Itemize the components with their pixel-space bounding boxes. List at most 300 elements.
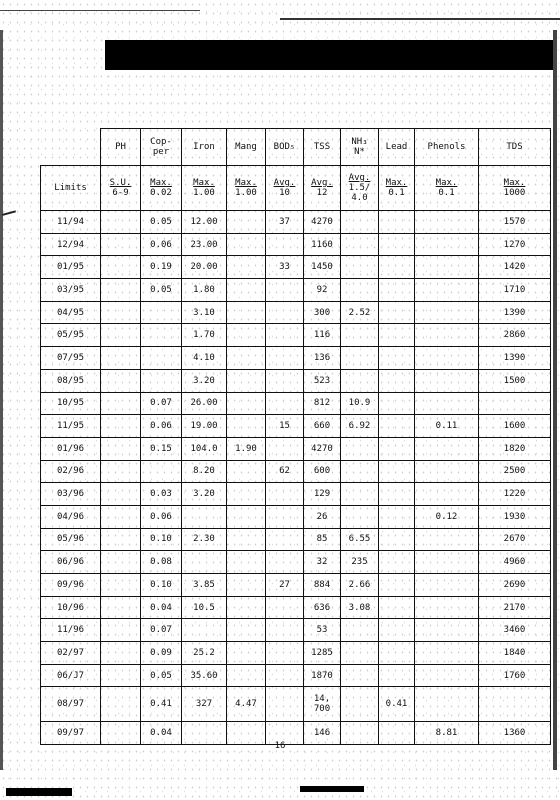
column-header: TSS: [304, 129, 341, 166]
value-cell: 19.00: [182, 415, 227, 438]
value-cell: 0.03: [141, 483, 182, 506]
value-cell: [266, 301, 304, 324]
table-row: [41, 664, 551, 687]
value-cell: 1710: [479, 279, 551, 302]
value-cell: [379, 415, 415, 438]
limit-type: Max.: [435, 178, 458, 188]
value-cell: 660: [304, 415, 341, 438]
value-cell: [101, 460, 141, 483]
limit-type: Avg.: [273, 178, 296, 188]
value-cell: 2500: [479, 460, 551, 483]
value-cell: [341, 279, 379, 302]
value-cell: 2170: [479, 596, 551, 619]
value-cell: 2.52: [341, 301, 379, 324]
value-cell: [341, 324, 379, 347]
value-cell: [415, 619, 479, 642]
date-cell: 10/95: [41, 392, 101, 415]
value-cell: [379, 664, 415, 687]
value-cell: [266, 392, 304, 415]
value-cell: [379, 483, 415, 506]
value-cell: [415, 687, 479, 722]
value-cell: [227, 301, 266, 324]
value-cell: [101, 211, 141, 234]
value-cell: 136: [304, 347, 341, 370]
value-cell: 1820: [479, 437, 551, 460]
table-row: [41, 347, 551, 370]
value-cell: [227, 460, 266, 483]
column-header: BOD₅: [266, 129, 304, 166]
value-cell: [141, 324, 182, 347]
value-cell: 1.80: [182, 279, 227, 302]
value-cell: [266, 619, 304, 642]
date-cell: 12/94: [41, 233, 101, 256]
value-cell: [101, 324, 141, 347]
value-cell: 116: [304, 324, 341, 347]
value-cell: 0.11: [415, 415, 479, 438]
value-cell: [415, 301, 479, 324]
value-cell: [415, 211, 479, 234]
date-cell: 06/96: [41, 551, 101, 574]
value-cell: [415, 233, 479, 256]
value-cell: [415, 642, 479, 665]
value-cell: [101, 369, 141, 392]
value-cell: 1870: [304, 664, 341, 687]
value-cell: 104.0: [182, 437, 227, 460]
value-cell: [379, 505, 415, 528]
date-cell: 03/96: [41, 483, 101, 506]
value-cell: [227, 528, 266, 551]
value-cell: [227, 347, 266, 370]
date-cell: 11/94: [41, 211, 101, 234]
value-cell: 3460: [479, 619, 551, 642]
value-cell: [101, 619, 141, 642]
value-cell: [479, 687, 551, 722]
value-cell: [379, 528, 415, 551]
value-cell: 33: [266, 256, 304, 279]
value-cell: 20.00: [182, 256, 227, 279]
value-cell: [379, 347, 415, 370]
value-cell: [101, 256, 141, 279]
value-cell: [266, 347, 304, 370]
value-cell: 636: [304, 596, 341, 619]
value-cell: [341, 687, 379, 722]
date-cell: 04/95: [41, 301, 101, 324]
value-cell: [266, 437, 304, 460]
limit-cell: Avg. 1.5/ 4.0: [341, 166, 379, 211]
table-row: [41, 301, 551, 324]
value-cell: [227, 619, 266, 642]
value-cell: [379, 279, 415, 302]
value-cell: 1930: [479, 505, 551, 528]
value-cell: 0.07: [141, 619, 182, 642]
value-cell: [101, 574, 141, 597]
value-cell: 3.85: [182, 574, 227, 597]
column-header: Cop- per: [141, 129, 182, 166]
value-cell: 0.06: [141, 415, 182, 438]
value-cell: [266, 551, 304, 574]
value-cell: [101, 392, 141, 415]
date-cell: 07/95: [41, 347, 101, 370]
value-cell: 15: [266, 415, 304, 438]
value-cell: [379, 256, 415, 279]
value-cell: 3.08: [341, 596, 379, 619]
date-cell: 09/97: [41, 722, 101, 745]
date-cell: 01/95: [41, 256, 101, 279]
value-cell: [341, 642, 379, 665]
value-cell: [227, 664, 266, 687]
value-cell: 4.47: [227, 687, 266, 722]
table-row: [41, 279, 551, 302]
value-cell: 35.60: [182, 664, 227, 687]
value-cell: [101, 528, 141, 551]
value-cell: [341, 483, 379, 506]
date-cell: 11/95: [41, 415, 101, 438]
value-cell: [227, 369, 266, 392]
value-cell: 4.10: [182, 347, 227, 370]
value-cell: [227, 211, 266, 234]
value-cell: [227, 642, 266, 665]
table-row: [41, 574, 551, 597]
value-cell: [415, 437, 479, 460]
value-cell: 4960: [479, 551, 551, 574]
date-cell: 02/96: [41, 460, 101, 483]
value-cell: [341, 347, 379, 370]
value-cell: 2860: [479, 324, 551, 347]
value-cell: 10.9: [341, 392, 379, 415]
value-cell: 146: [304, 722, 341, 745]
value-cell: [227, 505, 266, 528]
value-cell: [415, 596, 479, 619]
value-cell: 0.08: [141, 551, 182, 574]
column-header: TDS: [479, 129, 551, 166]
table-row: [41, 687, 551, 722]
value-cell: 1600: [479, 415, 551, 438]
monitoring-data-table: [40, 128, 551, 745]
value-cell: [101, 505, 141, 528]
column-header: Iron: [182, 129, 227, 166]
table-row: [41, 369, 551, 392]
value-cell: 0.07: [141, 392, 182, 415]
value-cell: 6.55: [341, 528, 379, 551]
table-row: [41, 505, 551, 528]
value-cell: 26.00: [182, 392, 227, 415]
value-cell: 0.15: [141, 437, 182, 460]
value-cell: 1220: [479, 483, 551, 506]
value-cell: 1390: [479, 347, 551, 370]
value-cell: [341, 619, 379, 642]
limit-cell: Max. 1.00: [227, 166, 266, 211]
value-cell: 32: [304, 551, 341, 574]
date-cell: 01/96: [41, 437, 101, 460]
limits-label: Limits: [41, 166, 101, 211]
value-cell: 8.81: [415, 722, 479, 745]
value-cell: [101, 301, 141, 324]
limit-cell: Avg. 10: [266, 166, 304, 211]
value-cell: 1270: [479, 233, 551, 256]
value-cell: [101, 233, 141, 256]
limit-cell: Max. 1000: [479, 166, 551, 211]
value-cell: [101, 483, 141, 506]
table-row: [41, 211, 551, 234]
table-row: [41, 415, 551, 438]
footer-bar-center: [300, 786, 364, 792]
value-cell: [227, 256, 266, 279]
table-row: [41, 392, 551, 415]
table-row: [41, 324, 551, 347]
value-cell: 0.05: [141, 211, 182, 234]
limit-type: Max.: [235, 178, 257, 188]
value-cell: [266, 596, 304, 619]
value-cell: [415, 392, 479, 415]
value-cell: [415, 256, 479, 279]
value-cell: [101, 642, 141, 665]
value-cell: [266, 369, 304, 392]
value-cell: 0.10: [141, 528, 182, 551]
left-margin-line: [0, 30, 3, 770]
value-cell: 4270: [304, 211, 341, 234]
limit-cell: Avg. 12: [304, 166, 341, 211]
value-cell: 37: [266, 211, 304, 234]
value-cell: 1450: [304, 256, 341, 279]
value-cell: 1.90: [227, 437, 266, 460]
value-cell: [227, 551, 266, 574]
table-row: [41, 460, 551, 483]
column-header: Lead: [379, 129, 415, 166]
value-cell: 2.30: [182, 528, 227, 551]
value-cell: [101, 279, 141, 302]
limit-cell: Max. 0.1: [379, 166, 415, 211]
value-cell: 1.70: [182, 324, 227, 347]
limit-type: Max.: [385, 178, 408, 188]
value-cell: [341, 256, 379, 279]
value-cell: [415, 483, 479, 506]
limit-type: Max.: [193, 178, 215, 188]
date-cell: 04/96: [41, 505, 101, 528]
footer-bar-left: [6, 788, 72, 796]
value-cell: [341, 460, 379, 483]
value-cell: [379, 211, 415, 234]
value-cell: [266, 687, 304, 722]
top-rule-right: [280, 18, 560, 20]
value-cell: [141, 460, 182, 483]
value-cell: 1285: [304, 642, 341, 665]
value-cell: [227, 483, 266, 506]
value-cell: 3.20: [182, 483, 227, 506]
value-cell: [266, 642, 304, 665]
value-cell: [227, 233, 266, 256]
value-cell: [266, 324, 304, 347]
value-cell: [379, 460, 415, 483]
value-cell: 0.41: [379, 687, 415, 722]
limit-cell: Max. 0.02: [141, 166, 182, 211]
value-cell: 2.66: [341, 574, 379, 597]
value-cell: 2690: [479, 574, 551, 597]
value-cell: 884: [304, 574, 341, 597]
value-cell: [227, 596, 266, 619]
value-cell: [101, 415, 141, 438]
value-cell: 523: [304, 369, 341, 392]
value-cell: 0.19: [141, 256, 182, 279]
table-row: [41, 551, 551, 574]
value-cell: 26: [304, 505, 341, 528]
value-cell: 0.05: [141, 279, 182, 302]
value-cell: [227, 279, 266, 302]
top-rule: [0, 10, 200, 11]
value-cell: [266, 664, 304, 687]
value-cell: 1360: [479, 722, 551, 745]
page-number: 16: [274, 741, 286, 751]
value-cell: 53: [304, 619, 341, 642]
value-cell: [341, 211, 379, 234]
value-cell: 8.20: [182, 460, 227, 483]
value-cell: [415, 324, 479, 347]
date-cell: 08/97: [41, 687, 101, 722]
value-cell: 812: [304, 392, 341, 415]
value-cell: [141, 369, 182, 392]
column-header: PH: [101, 129, 141, 166]
value-cell: 327: [182, 687, 227, 722]
value-cell: [415, 369, 479, 392]
value-cell: 129: [304, 483, 341, 506]
column-header: Mang: [227, 129, 266, 166]
value-cell: [266, 483, 304, 506]
date-cell: 11/96: [41, 619, 101, 642]
value-cell: [415, 664, 479, 687]
limit-cell: S.U. 6-9: [101, 166, 141, 211]
corner-cell: [41, 129, 101, 166]
value-cell: 0.12: [415, 505, 479, 528]
value-cell: [415, 528, 479, 551]
value-cell: [379, 369, 415, 392]
value-cell: [415, 279, 479, 302]
value-cell: [266, 233, 304, 256]
value-cell: 2670: [479, 528, 551, 551]
value-cell: 25.2: [182, 642, 227, 665]
value-cell: [101, 687, 141, 722]
date-cell: 03/95: [41, 279, 101, 302]
header-row: [41, 129, 551, 166]
value-cell: [379, 437, 415, 460]
date-cell: 06/J7: [41, 664, 101, 687]
value-cell: [101, 437, 141, 460]
value-cell: [227, 392, 266, 415]
value-cell: 0.04: [141, 722, 182, 745]
value-cell: 0.09: [141, 642, 182, 665]
redacted-header-bar: [105, 40, 555, 70]
value-cell: 23.00: [182, 233, 227, 256]
value-cell: [341, 505, 379, 528]
value-cell: [379, 596, 415, 619]
value-cell: 0.05: [141, 664, 182, 687]
value-cell: [266, 528, 304, 551]
column-header: Phenols: [415, 129, 479, 166]
date-cell: 02/97: [41, 642, 101, 665]
value-cell: 1500: [479, 369, 551, 392]
table-row: [41, 233, 551, 256]
table-row: [41, 483, 551, 506]
table-row: [41, 642, 551, 665]
value-cell: [141, 347, 182, 370]
value-cell: [341, 233, 379, 256]
limits-row: [41, 166, 551, 211]
value-cell: 0.10: [141, 574, 182, 597]
value-cell: 300: [304, 301, 341, 324]
table-row: [41, 256, 551, 279]
limit-type: S.U.: [109, 178, 132, 188]
value-cell: [227, 574, 266, 597]
value-cell: [341, 369, 379, 392]
table-row: [41, 437, 551, 460]
value-cell: 92: [304, 279, 341, 302]
value-cell: 1420: [479, 256, 551, 279]
value-cell: 0.06: [141, 233, 182, 256]
limit-cell: Max. 1.00: [182, 166, 227, 211]
value-cell: [379, 233, 415, 256]
date-cell: 05/96: [41, 528, 101, 551]
value-cell: [182, 551, 227, 574]
value-cell: [101, 347, 141, 370]
value-cell: 3.20: [182, 369, 227, 392]
value-cell: [415, 551, 479, 574]
value-cell: 62: [266, 460, 304, 483]
value-cell: 0.41: [141, 687, 182, 722]
value-cell: [141, 301, 182, 324]
date-cell: 10/96: [41, 596, 101, 619]
limit-type: Avg.: [311, 178, 333, 188]
value-cell: [379, 619, 415, 642]
date-cell: 05/95: [41, 324, 101, 347]
value-cell: [341, 437, 379, 460]
value-cell: 3.10: [182, 301, 227, 324]
value-cell: [415, 574, 479, 597]
value-cell: 1840: [479, 642, 551, 665]
value-cell: [227, 324, 266, 347]
value-cell: [415, 347, 479, 370]
limit-cell: Max. 0.1: [415, 166, 479, 211]
value-cell: [182, 505, 227, 528]
value-cell: 0.04: [141, 596, 182, 619]
value-cell: [266, 505, 304, 528]
value-cell: 12.00: [182, 211, 227, 234]
limit-type: Max.: [150, 178, 172, 188]
value-cell: [379, 642, 415, 665]
table-row: [41, 528, 551, 551]
value-cell: 1570: [479, 211, 551, 234]
value-cell: 600: [304, 460, 341, 483]
right-margin-line: [553, 30, 557, 770]
value-cell: 10.5: [182, 596, 227, 619]
value-cell: [379, 301, 415, 324]
value-cell: 4270: [304, 437, 341, 460]
value-cell: [379, 324, 415, 347]
value-cell: 6.92: [341, 415, 379, 438]
value-cell: 85: [304, 528, 341, 551]
table-row: [41, 596, 551, 619]
value-cell: [266, 279, 304, 302]
value-cell: [341, 664, 379, 687]
table-row: [41, 619, 551, 642]
value-cell: [101, 596, 141, 619]
value-cell: [101, 664, 141, 687]
value-cell: 14, 700: [304, 687, 341, 722]
value-cell: 27: [266, 574, 304, 597]
value-cell: 235: [341, 551, 379, 574]
value-cell: 1760: [479, 664, 551, 687]
value-cell: [379, 574, 415, 597]
value-cell: [101, 551, 141, 574]
value-cell: [182, 619, 227, 642]
value-cell: [379, 392, 415, 415]
